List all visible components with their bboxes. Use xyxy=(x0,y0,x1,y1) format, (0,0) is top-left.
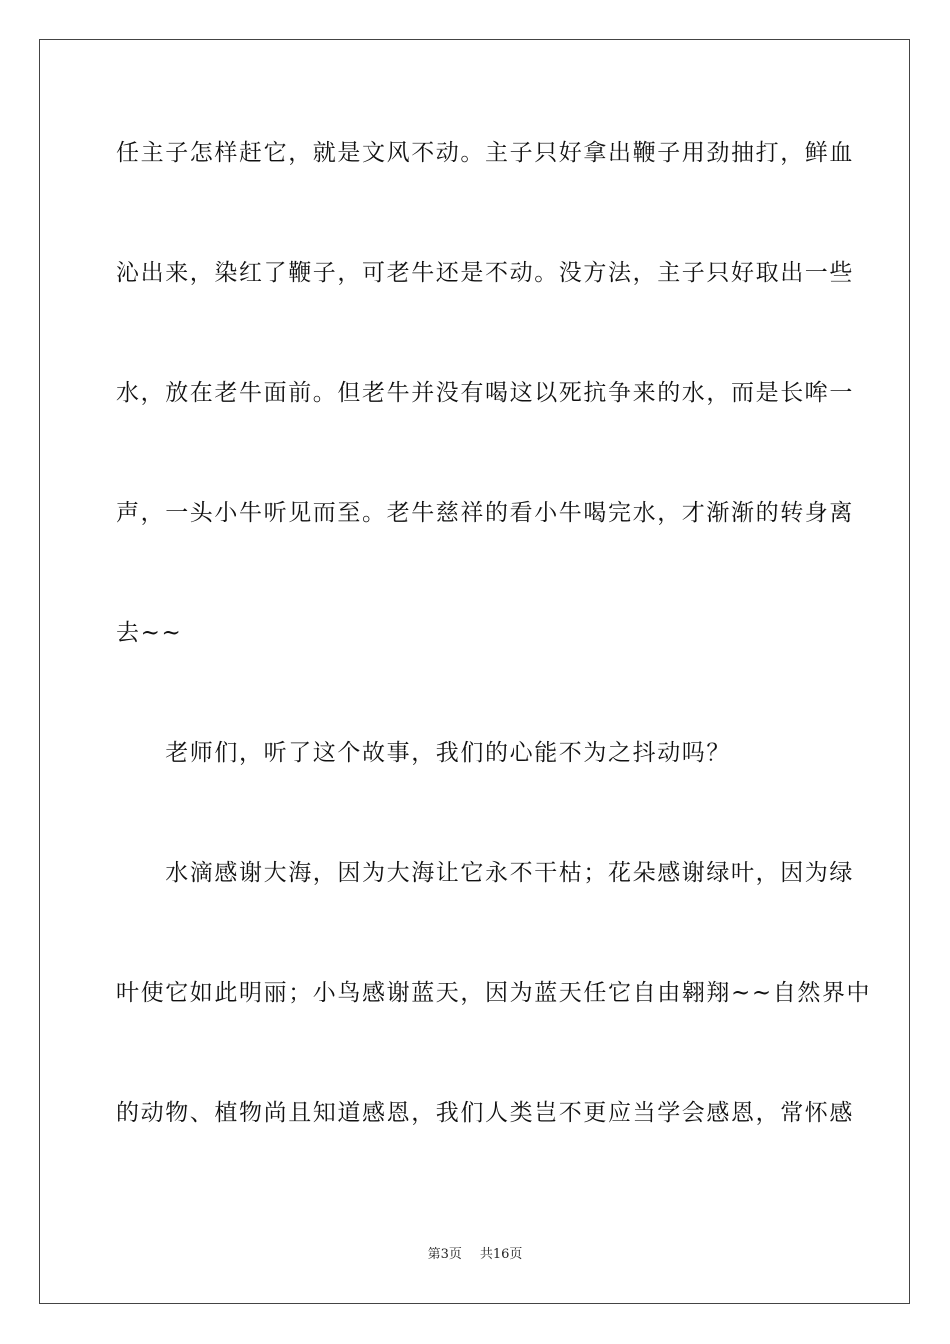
page-total: 共16页 xyxy=(479,1247,523,1262)
text-line: 任主子怎样赶它，就是文风不动。主子只好拿出鞭子用劲抽打，鲜血 xyxy=(116,140,854,166)
text-line: 声，一头小牛听见而至。老牛慈祥的看小牛喝完水，才渐渐的转身离 xyxy=(116,500,854,526)
text-line: 水，放在老牛面前。但老牛并没有喝这以死抗争来的水，而是长哞一 xyxy=(116,380,854,406)
text-line: 叶使它如此明丽；小鸟感谢蓝天，因为蓝天任它自由翱翔~~自然界中 xyxy=(116,980,872,1006)
text-line: 水滴感谢大海，因为大海让它永不干枯；花朵感谢绿叶，因为绿 xyxy=(116,860,854,886)
page-footer xyxy=(0,1246,950,1264)
page-number: 第3页 xyxy=(427,1247,462,1262)
text-line: 沁出来，染红了鞭子，可老牛还是不动。没方法，主子只好取出一些 xyxy=(116,260,854,286)
text-line: 老师们，听了这个故事，我们的心能不为之抖动吗？ xyxy=(116,740,731,766)
text-line: 的动物、植物尚且知道感恩，我们人类岂不更应当学会感恩，常怀感 xyxy=(116,1100,854,1126)
text-line: 去~~ xyxy=(116,620,183,646)
